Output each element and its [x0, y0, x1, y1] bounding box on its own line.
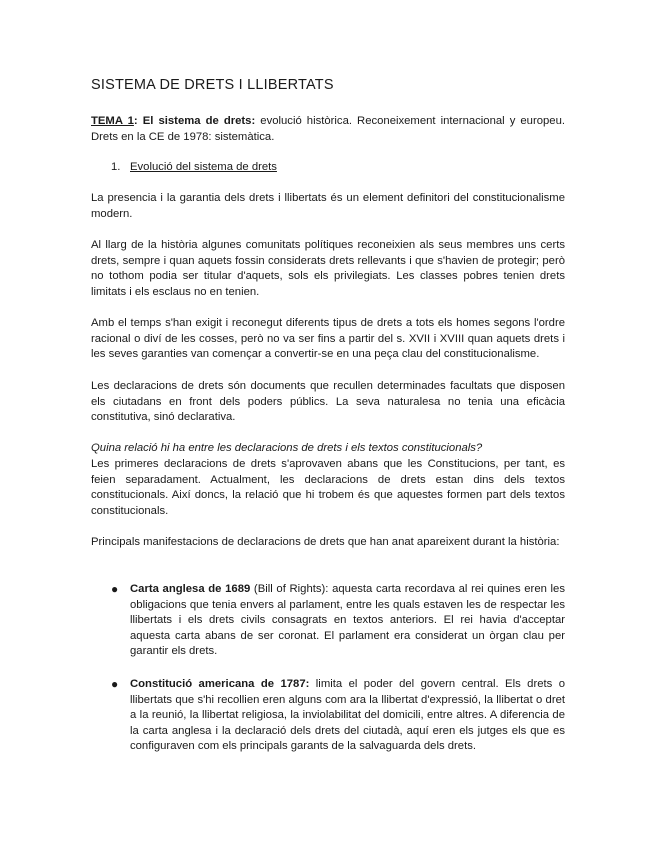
list-item-heading: Carta anglesa de 1689 [130, 583, 251, 595]
tema-heading-colon: : [251, 115, 256, 127]
tema-subtitle: evolució històrica. Reconeixement internacional y europeu. Drets en la CE de 1978: sistemàtica. [91, 115, 565, 143]
paragraph: Al llarg de la història algunes comunitats polítiques reconeixien als seus membres uns certs drets, sempre i quan aquets fossin considerats drets rellevants i que s'havien de protegir; però no tothom podia ser titular d'aquets, sols els privilegiats. Les classes pobres tenien drets limitats i els esclaus no en tenien. [91, 239, 565, 298]
section-title: Evolució del sistema de drets [130, 161, 277, 173]
answer-paragraph: Les primeres declaracions de drets s'aprovaven abans que les Constitucions, per tant, es feien separadament. Actualment, les declaracions de drets estan dins dels textos constitucionals. Així doncs, la relació que hi trobem és que aquestes formen part dels textos constitucionals. [91, 458, 565, 517]
document-title: SISTEMA DE DRETS I LLIBERTATS [91, 77, 334, 93]
tema-heading-title: El sistema de drets [142, 115, 252, 127]
bullet-icon: ● [111, 677, 119, 691]
tema-label: TEMA 1 [91, 115, 134, 127]
manifestations-intro: Principals manifestacions de declaracions de drets que han anat apareixent durant la història: [91, 536, 560, 548]
paragraph: La presencia i la garantia dels drets i llibertats és un element definitori del constitucionalisme modern. [91, 192, 565, 220]
paragraph: Les declaracions de drets són documents que recullen determinades facultats que disposen els ciutadans en front dels poders públics. La seva naturalesa no tenia una eficàcia constitutiva, sinó declarativa. [91, 380, 565, 424]
list-item-heading: Constitució americana de 1787: [130, 678, 310, 690]
bullet-icon: ● [111, 582, 119, 596]
paragraph: Amb el temps s'han exigit i reconegut diferents tipus de drets a tots els homes segons l'ordre racional o diví de les cosses, però no va ser fins a partir del s. XVII i XVIII quan aquets drets i les seves garanties van començar a convertir-se en una peça clau del constitucionalisme. [91, 317, 565, 361]
tema-heading [91, 114, 565, 145]
question-heading: Quina relació hi ha entre les declaracions de drets i els textos constitucionals? [91, 442, 483, 454]
section-number: 1. [111, 161, 121, 173]
list-item [130, 677, 565, 755]
list-item-text: (Bill of Rights): aquesta carta recordava al rei quines eren les obligacions que tenia envers al parlament, entre les quals estaven les de respectar les llibertats i els drets civils consagrats en textos anteriors. El rei havia d'acceptar aquesta carta abans de ser coronat. El parlament era considerat un òrgan clau per garantir els drets. [130, 583, 565, 658]
tema-colon: : [133, 115, 138, 127]
list-item-text: limita el poder del govern central. Els drets o llibertats que s'hi recollien eren alguns com ara la llibertat d'expressió, la llibertat o dret a la reunió, la llibertat religiosa, la inviolabilitat del domicili, entre altres. A diferencia de la carta anglesa i la declaració dels drets del ciutadà, aquí eren els jutges els que es configuraven com els principals garants de la salvaguarda dels drets. [130, 678, 565, 753]
list-item [130, 582, 565, 660]
